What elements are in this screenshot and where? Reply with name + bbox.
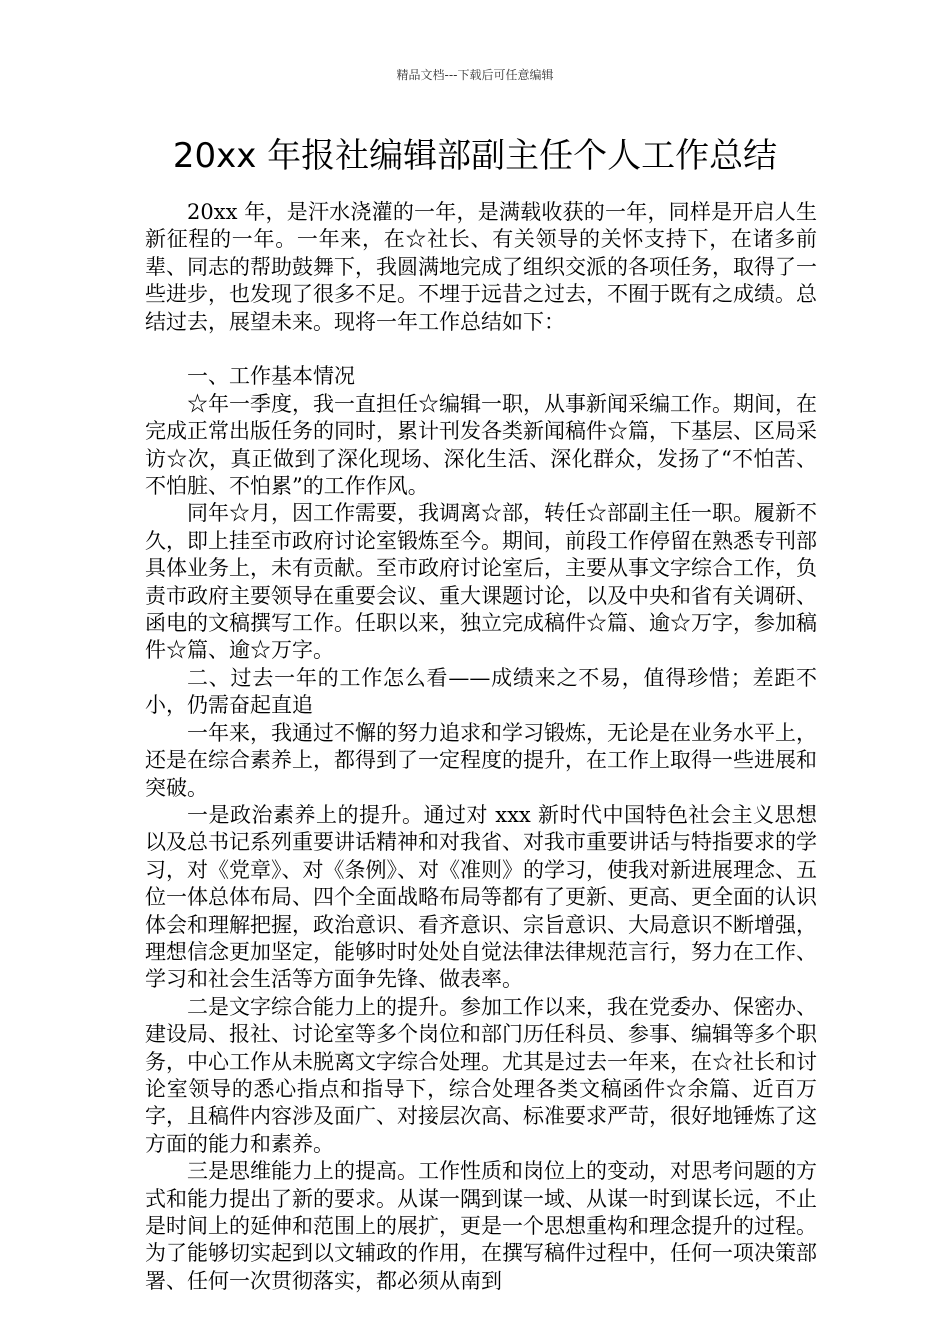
body-paragraph: 二是文字综合能力上的提升。参加工作以来，我在党委办、保密办、建设局、报社、讨论室等多个岗位和部门历任科员、参事、编辑等多个职务，中心工作从未脱离文字综合处理。尤其是过去一年来，在☆社长和讨论室领导的悉心指点和指导下，综合处理各类文稿函件☆余篇、近百万字，且稿件内容涉及面广、对接层次高、标准要求严苛，很好地锤炼了这方面的能力和素养。 [145, 994, 817, 1156]
intro-paragraph: 20xx 年，是汗水浇灌的一年，是满载收获的一年，同样是开启人生新征程的一年。一年来，在☆社长、有关领导的关怀支持下，在诸多前辈、同志的帮助鼓舞下，我圆满地完成了组织交派的各项任务，取得了一些进步，也发现了很多不足。不埋于远昔之过去，不囿于既有之成绩。总结过去，展望未来。现将一年工作总结如下： [145, 200, 817, 334]
section-heading-1: 一、工作基本情况 [187, 364, 355, 389]
document-body [145, 199, 817, 1295]
section-heading-2: 二、过去一年的工作怎么看——成绩来之不易，值得珍惜；差距不小，仍需奋起直追 [145, 665, 817, 718]
header-note: 精品文档---下载后可任意编辑 [396, 68, 554, 82]
body-paragraph: 三是思维能力上的提高。工作性质和岗位上的变动，对思考问题的方式和能力提出了新的要求。从谋一隅到谋一域、从谋一时到谋长远，不止是时间上的延伸和范围上的展扩，更是一个思想重构和理念提升的过程。为了能够切实起到以文辅政的作用，在撰写稿件过程中，任何一项决策部署、任何一次贯彻落实，都必须从南到 [145, 1159, 817, 1293]
body-paragraph: 同年☆月，因工作需要，我调离☆部，转任☆部副主任一职。履新不久，即上挂至市政府讨论室锻炼至今。期间，前段工作停留在熟悉专刊部具体业务上，未有贡献。至市政府讨论室后，主要从事文字综合工作，负责市政府主要领导在重要会议、重大课题讨论，以及中央和省有关调研、函电的文稿撰写工作。任职以来，独立完成稿件☆篇、逾☆万字，参加稿件☆篇、逾☆万字。 [145, 501, 817, 663]
body-paragraph: ☆年一季度，我一直担任☆编辑一职，从事新闻采编工作。期间，在完成正常出版任务的同时，累计刊发各类新闻稿件☆篇，下基层、区局采访☆次，真正做到了深化现场、深化生活、深化群众，发扬了“不怕苦、不怕脏、不怕累”的工作作风。 [145, 391, 817, 499]
body-paragraph: 一是政治素养上的提升。通过对 xxx 新时代中国特色社会主义思想以及总书记系列重要讲话精神和对我省、对我市重要讲话与特指要求的学习，对《党章》、对《条例》、对《准则》的学习，使我对新进展理念、五位一体总体布局、四个全面战略布局等都有了更新、更高、更全面的认识体会和理解把握，政治意识、看齐意识、宗旨意识、大局意识不断增强，理想信念更加坚定，能够时时处处自觉法律法律规范言行，努力在工作、学习和社会生活等方面争先锋、做表率。 [145, 802, 817, 992]
document-title: 20xx 年报社编辑部副主任个人工作总结 [172, 136, 778, 176]
body-paragraph: 一年来，我通过不懈的努力追求和学习锻炼，无论是在业务水平上，还是在综合素养上，都得到了一定程度的提升，在工作上取得一些进展和突破。 [145, 720, 817, 800]
